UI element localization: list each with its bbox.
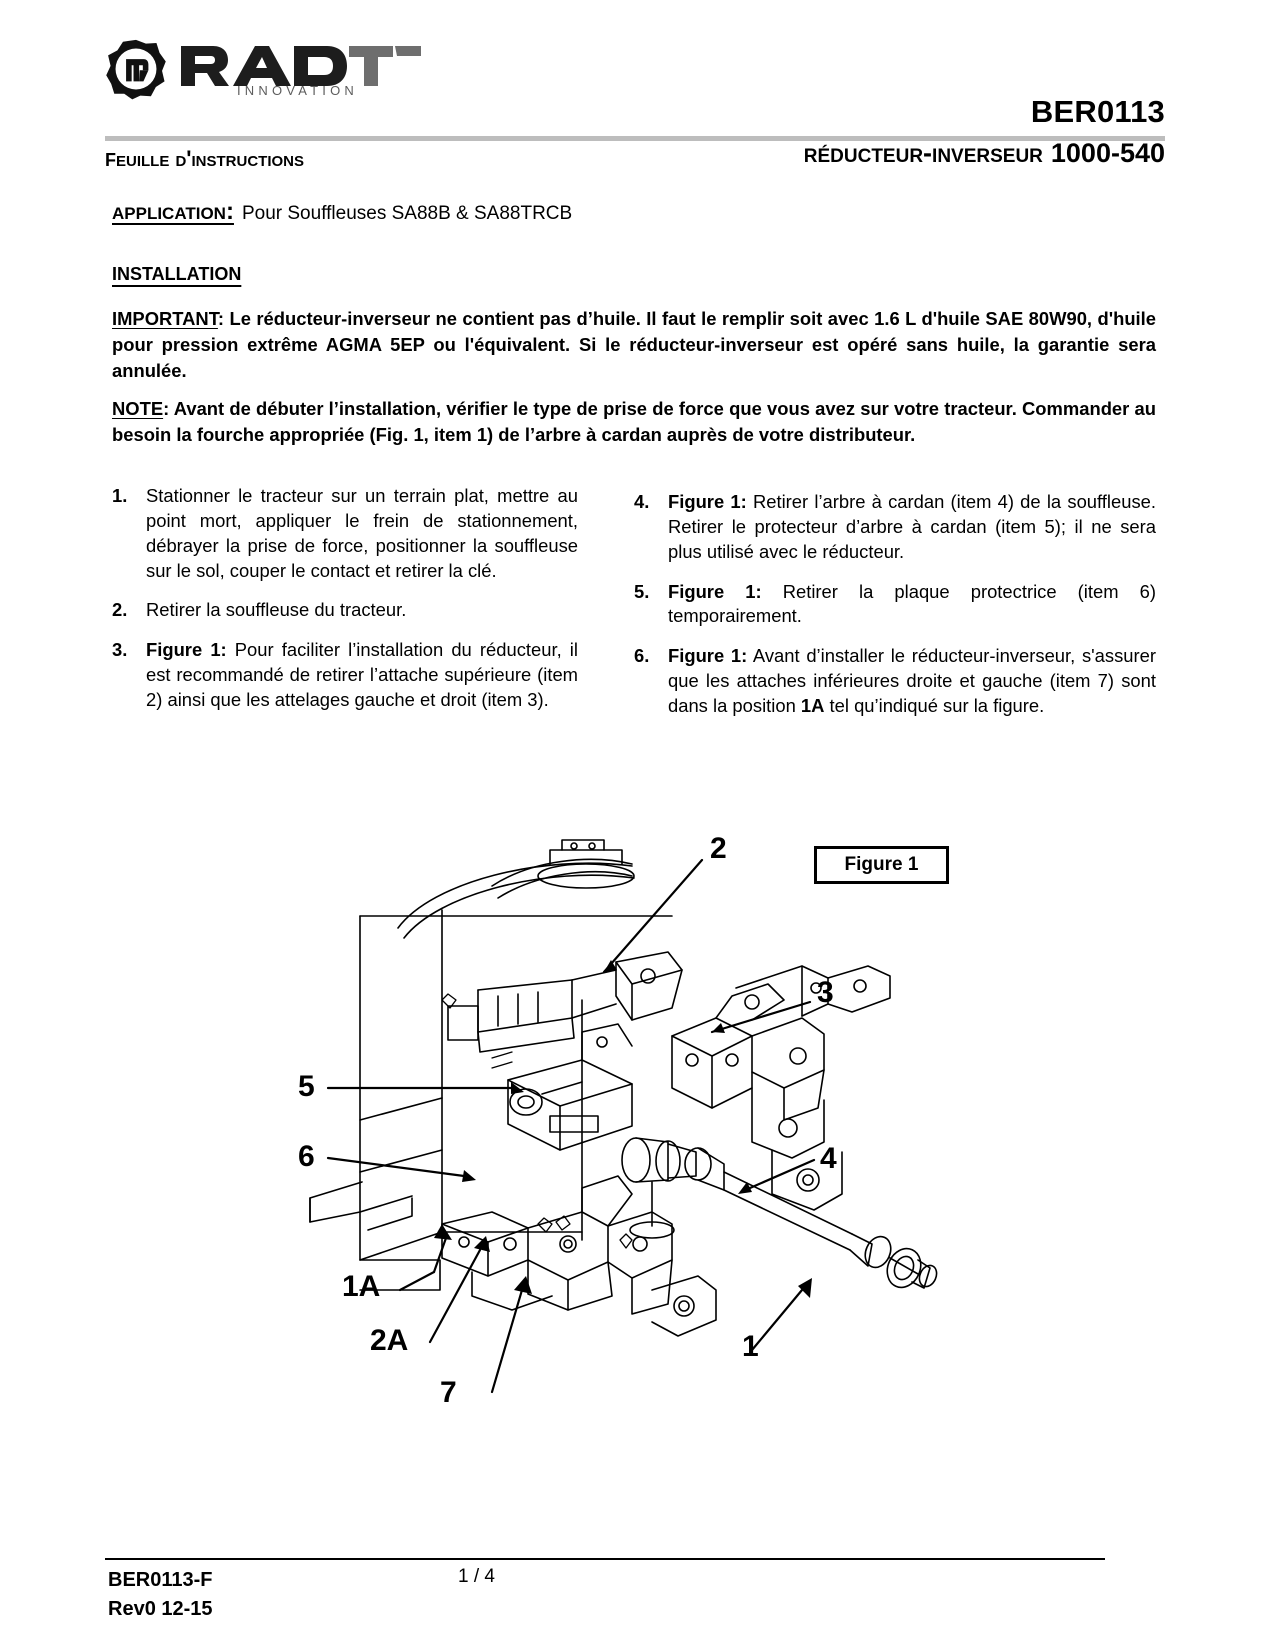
radtech-emblem-icon [105, 38, 167, 100]
list-item [634, 644, 1156, 719]
note-text: : Avant de débuter l’installation, vérifier le type de prise de force que vous avez sur votre tracteur. Commander au besoin la fourche appropriée (Fig. 1, item 1) de l’arbre à cardan auprès de votre distributeur. [112, 398, 1156, 446]
list-item-body [146, 638, 578, 713]
callout-leader-lines [328, 860, 814, 1392]
footer-document-code: BER0113-F [108, 1569, 213, 1591]
radtech-wordmark [177, 41, 422, 97]
footer-revision: Rev0 12-15 [108, 1598, 213, 1620]
note-paragraph [112, 396, 1156, 448]
document-code: BER0113 [1030, 94, 1165, 129]
application-label: application: [112, 198, 234, 225]
list-item-number: 5. [634, 580, 650, 602]
list-item [634, 580, 1156, 630]
figure-callout-2a: 2A [370, 1324, 409, 1357]
list-item-body [668, 580, 1156, 630]
figure-callout-3: 3 [817, 976, 834, 1009]
installation-heading: installation [112, 258, 242, 286]
list-item-number: 6. [634, 645, 650, 667]
document-title-prefix: réducteur-inverseur [803, 138, 1043, 168]
list-item [112, 638, 578, 713]
note-label: NOTE [112, 398, 164, 419]
list-item-text: Retirer la plaque protectrice (item 6) temporairement. [668, 580, 1156, 627]
figure-callout-2: 2 [710, 832, 727, 865]
document-title [804, 138, 1165, 169]
list-item-number: 1. [112, 485, 128, 506]
document-title-model: 1000-540 [1050, 138, 1165, 168]
list-item-figure-ref: Figure 1: [668, 491, 747, 512]
gearbox-body [508, 1024, 632, 1150]
driveshaft-assembly [622, 1138, 940, 1293]
blower-housing [310, 910, 672, 1290]
list-item-position-ref: 1A [800, 694, 825, 716]
figure-callout-1a: 1A [342, 1270, 381, 1303]
application-line [112, 198, 572, 226]
page-footer [108, 1566, 1108, 1624]
logo-tagline-text: INNOVATION [237, 83, 358, 97]
list-item-text-2: tel qu’indiqué sur la figure. [824, 694, 1045, 716]
list-item-text: Retirer l’arbre à cardan (item 4) de la souffleuse. Retirer le protecteur d’arbre à cardan (item 5); il ne sera plus utilisé avec le réducteur. [668, 491, 1156, 562]
lower-hitch-attachments [442, 1176, 716, 1336]
footer-divider [105, 1558, 1105, 1560]
list-item [634, 490, 1156, 565]
figure-callout-7: 7 [440, 1376, 457, 1409]
chute-arcs [398, 840, 634, 938]
list-item-number: 4. [634, 491, 650, 512]
list-item-text: Pour faciliter l’installation du réducteur, il est recommandé de retirer l’attache supérieure (item 2) ainsi que les attelages gauche et droit (item 3). [146, 639, 578, 710]
figure-callout-5: 5 [298, 1070, 315, 1103]
list-item-body: Retirer la souffleuse du tracteur. [146, 599, 407, 621]
list-item-number: 2. [112, 599, 128, 621]
list-item [112, 598, 578, 623]
list-item-number: 3. [112, 639, 128, 661]
important-paragraph [112, 306, 1156, 384]
list-item-figure-ref: Figure 1: [668, 580, 762, 602]
list-item-body [668, 490, 1156, 565]
steps-column-right [634, 490, 1156, 734]
list-item-body: Stationner le tracteur sur un terrain plat, mettre au point mort, appliquer le frein de stationnement, débrayer la prise de force, positionner la souffleuse sur le sol, couper le contact et retirer la clé. [146, 485, 578, 581]
figure-callout-6: 6 [298, 1140, 315, 1173]
list-item-body [668, 644, 1156, 719]
header-subrow [105, 138, 1165, 182]
list-item-figure-ref: Figure 1: [146, 639, 227, 661]
figure-caption-label: Figure 1 [844, 854, 919, 875]
upper-hitch-bracket [448, 952, 682, 1052]
fastener-details [442, 994, 632, 1248]
important-text: : Le réducteur-inverseur ne contient pas d’huile. Il faut le remplir soit avec 1.6 L d'huile SAE 80W90, d'huile pour pression extrême AGMA 5EP ou l'équivalent. Si le réducteur-inverseur est opéré sans huile, la garantie sera annulée. [112, 308, 1156, 382]
radtech-logo [105, 38, 422, 100]
figure-1 [112, 820, 1156, 1440]
footer-page-number: 1 / 4 [458, 1566, 495, 1587]
list-item [112, 484, 578, 583]
figure-caption-box [814, 846, 949, 884]
figure-callout-4: 4 [820, 1142, 837, 1175]
important-label: IMPORTANT [112, 308, 218, 329]
application-value: Pour Souffleuses SA88B & SA88TRCB [241, 203, 573, 224]
steps-column-left [112, 484, 578, 728]
list-item-text: Avant d’installer le réducteur-inverseur, s'assurer que les attaches inférieures droite et gauche (item 7) sont dans la position [668, 645, 1156, 716]
figure-callout-1: 1 [742, 1330, 759, 1363]
sheet-type-label: feuille d'instructions [105, 142, 305, 172]
snowblower-hitch-drawing [112, 820, 1156, 1440]
list-item-figure-ref: Figure 1: [668, 645, 748, 667]
